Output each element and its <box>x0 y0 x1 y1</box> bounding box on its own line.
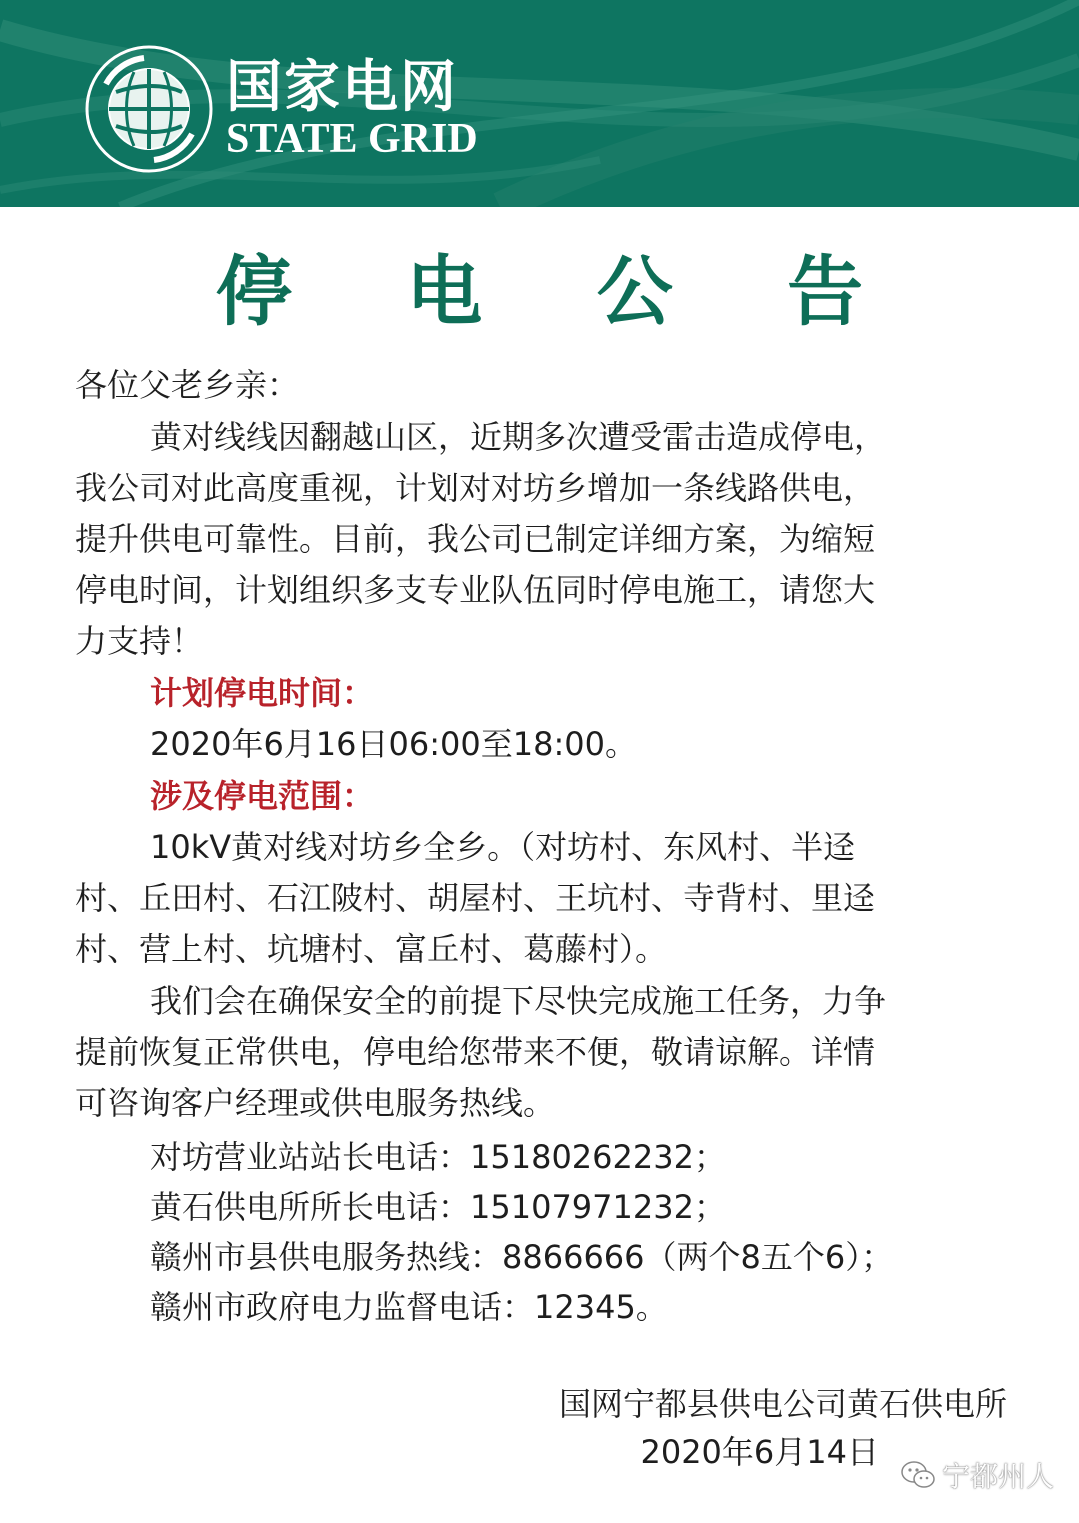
greeting: 各位父老乡亲： <box>75 366 300 404</box>
intro-line: 我公司对此高度重视，计划对对坊乡增加一条线路供电， <box>75 469 876 507</box>
outage-time-heading: 计划停电时间： <box>150 674 375 712</box>
intro-line: 提升供电可靠性。目前，我公司已制定详细方案，为缩短 <box>75 520 876 558</box>
scope-line: 村、营上村、坑塘村、富丘村、葛藤村）。 <box>75 930 668 968</box>
intro-line: 黄对线线因翻越山区，近期多次遭受雷击造成停电， <box>150 418 887 456</box>
closing-line: 提前恢复正常供电，停电给您带来不便，敬请谅解。详情 <box>75 1033 876 1071</box>
contact-line: 赣州市县供电服务热线：8866666（两个8五个6）； <box>150 1238 894 1276</box>
brand-name-english: STATE GRID <box>226 116 478 162</box>
brand-name-chinese: 国家电网 <box>226 55 458 120</box>
wechat-icon <box>900 1460 936 1490</box>
contact-line: 黄石供电所所长电话：15107971232； <box>150 1188 726 1226</box>
intro-line: 力支持！ <box>75 622 204 660</box>
signature: 国网宁都县供电公司黄石供电所 <box>558 1385 1007 1423</box>
contact-line: 赣州市政府电力监督电话：12345。 <box>150 1288 668 1326</box>
contact-line: 对坊营业站站长电话：15180262232； <box>150 1138 726 1176</box>
closing-line: 可咨询客户经理或供电服务热线。 <box>75 1084 556 1122</box>
scope-line: 10kV黄对线对坊乡全乡。（对坊村、东风村、半迳 <box>150 828 856 866</box>
closing-line: 我们会在确保安全的前提下尽快完成施工任务，力争 <box>150 982 887 1020</box>
header-banner <box>0 0 1079 207</box>
notice-date: 2020年6月14日 <box>640 1433 879 1471</box>
outage-scope-heading: 涉及停电范围： <box>150 777 375 815</box>
outage-time-value: 2020年6月16日06:00至18:00。 <box>150 725 637 763</box>
intro-line: 停电时间，计划组织多支专业队伍同时停电施工，请您大 <box>75 571 876 609</box>
scope-line: 村、丘田村、石江陂村、胡屋村、王坑村、寺背村、里迳 <box>75 879 876 917</box>
state-grid-globe-emblem <box>84 44 214 174</box>
watermark-text: 宁都州人 <box>942 1460 1055 1493</box>
watermark <box>900 1455 1054 1495</box>
notice-title: 停 电 公 告 <box>215 247 908 336</box>
